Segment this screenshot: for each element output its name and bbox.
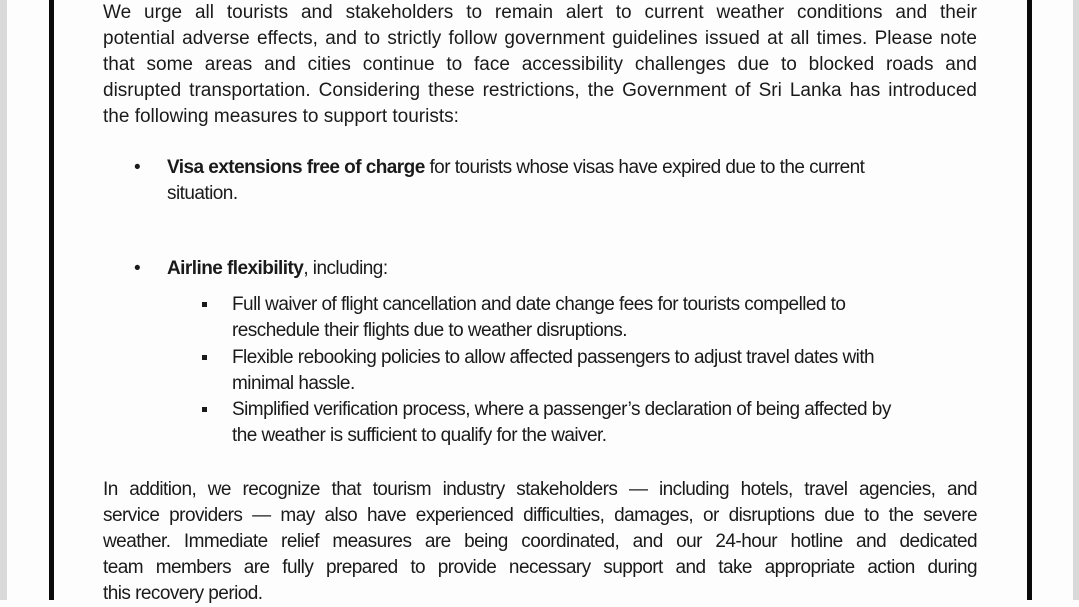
closing-line: service providers — may also have experienced difficulties, damages, or disruptions due to the severe xyxy=(103,505,977,526)
square-bullet-icon xyxy=(202,355,207,360)
intro-line: disrupted transportation. Considering these restrictions, the Government of Sri Lanka has introduced xyxy=(103,80,977,101)
measure-line xyxy=(167,155,864,181)
sub-item-line: minimal hassle. xyxy=(232,373,355,394)
square-bullet-icon xyxy=(202,302,207,307)
page-border-right xyxy=(1027,0,1032,600)
closing-line: In addition, we recognize that tourism industry stakeholders — including hotels, travel agencies, and xyxy=(103,479,977,500)
viewer-left-gutter xyxy=(0,0,7,600)
sub-item-line: Flexible rebooking policies to allow affected passengers to adjust travel dates with xyxy=(232,347,875,368)
measure-title: Visa extensions free of charge xyxy=(167,157,425,178)
closing-line: team members are fully prepared to provide necessary support and take appropriate action during xyxy=(103,557,977,578)
measure-line: situation. xyxy=(167,183,238,204)
measure-line xyxy=(167,256,388,282)
measure-text: , including: xyxy=(303,258,388,279)
measure-text: for tourists whose visas have expired due to the current xyxy=(424,157,865,178)
page-border-left xyxy=(49,0,54,600)
closing-line: weather. Immediate relief measures are being coordinated, and our 24-hour hotline and dedicated xyxy=(103,531,977,552)
sub-item-line: Full waiver of flight cancellation and date change fees for tourists compelled to xyxy=(232,294,846,315)
bullet-dot-icon: • xyxy=(134,258,141,279)
closing-line: this recovery period. xyxy=(103,583,263,604)
sub-item-line: the weather is sufficient to qualify for the waiver. xyxy=(232,425,607,446)
bullet-dot-icon: • xyxy=(134,157,141,178)
intro-line: potential adverse effects, and to strictly follow government guidelines issued at all times. Please note xyxy=(103,28,977,49)
intro-line: We urge all tourists and stakeholders to remain alert to current weather conditions and their xyxy=(103,2,977,23)
viewer-right-gutter xyxy=(1073,0,1079,600)
sub-item-line: reschedule their flights due to weather disruptions. xyxy=(232,320,627,341)
measure-title: Airline flexibility xyxy=(167,258,304,279)
sub-item-line: Simplified verification process, where a passenger’s declaration of being affected by xyxy=(232,399,891,420)
square-bullet-icon xyxy=(202,407,207,412)
intro-line: that some areas and cities continue to face accessibility challenges due to blocked roads and xyxy=(103,54,977,75)
intro-line: the following measures to support tourists: xyxy=(103,106,459,127)
